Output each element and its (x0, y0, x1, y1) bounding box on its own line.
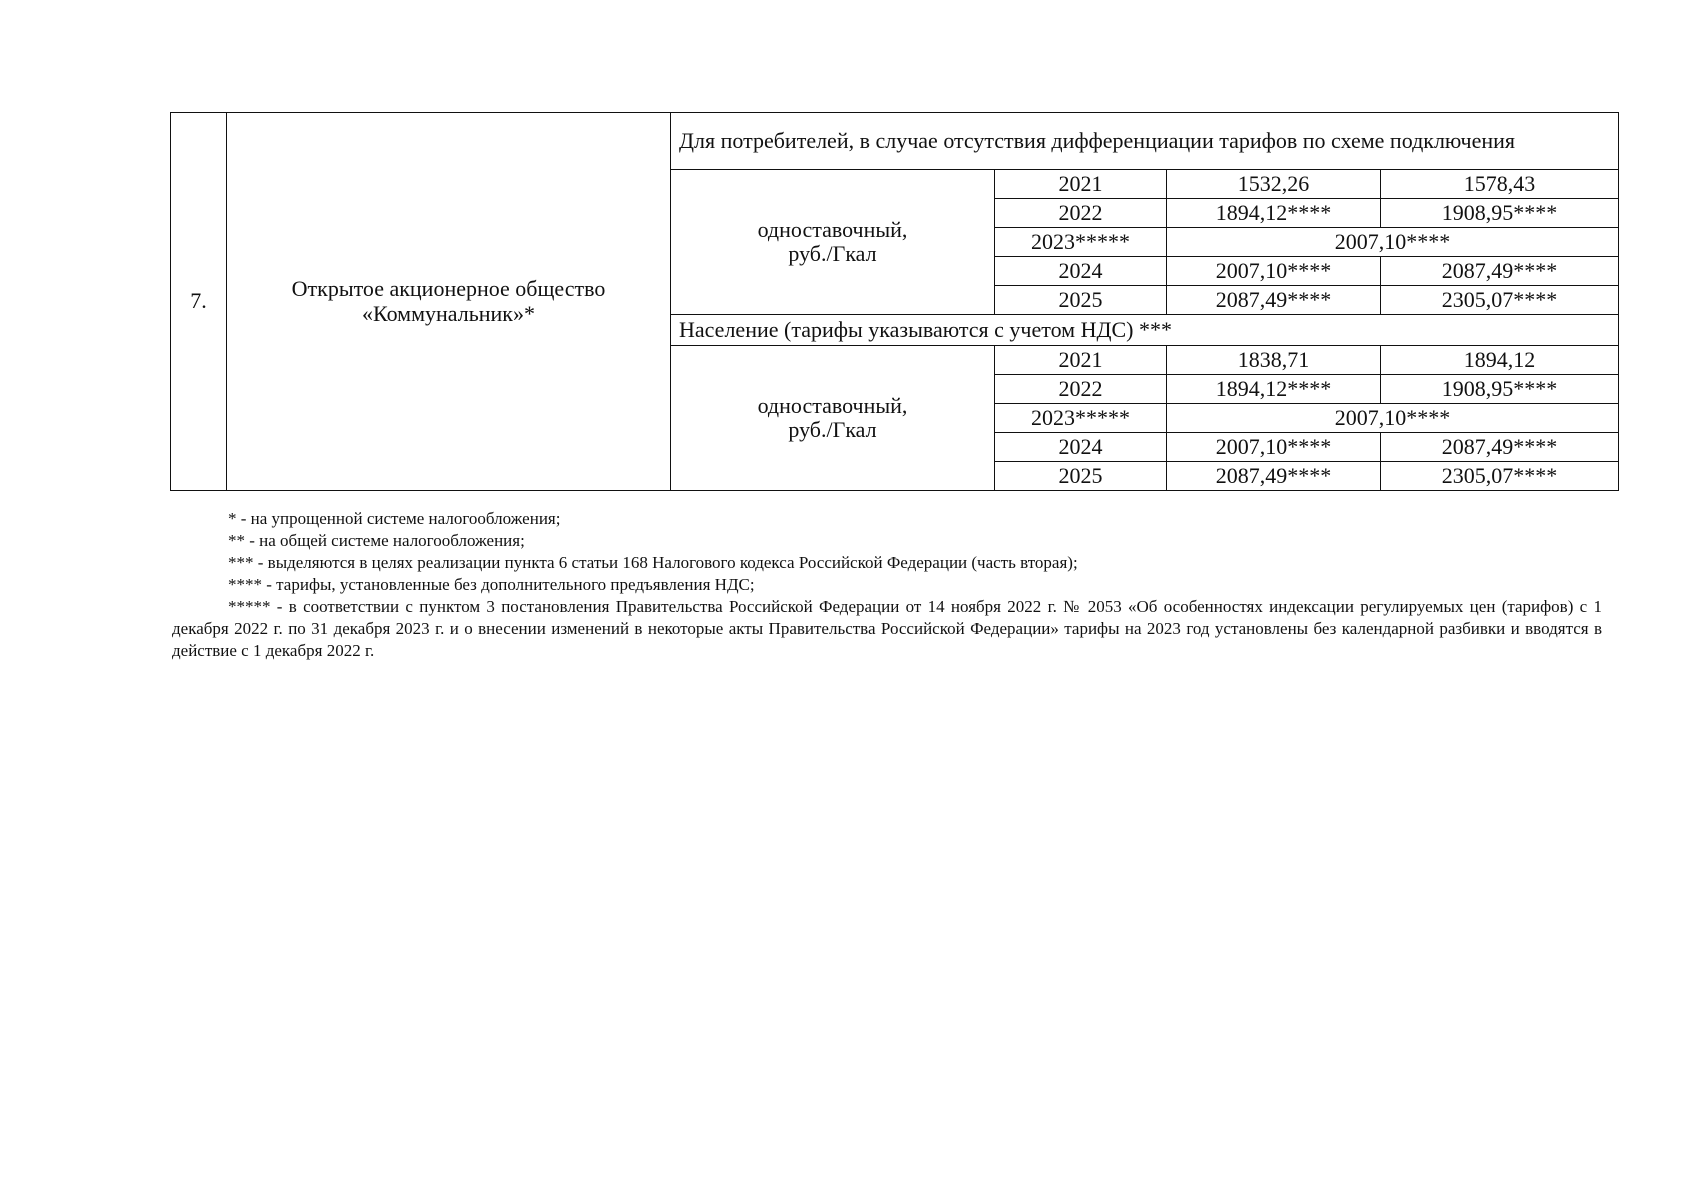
rate-type-label: одноставочный, (757, 216, 908, 242)
footnotes (172, 508, 1602, 662)
footnote: **** - тарифы, установленные без дополнительного предъявления НДС; (228, 575, 755, 594)
footnote: ** - на общей системе налогообложения; (228, 531, 525, 550)
tariff-h2-cell: 2087,49**** (1381, 433, 1619, 462)
year-cell: 2023***** (995, 228, 1167, 257)
tariff-h1-cell: 2007,10**** (1167, 433, 1381, 462)
tariff-h1-cell: 2007,10**** (1167, 257, 1381, 286)
year-cell: 2021 (995, 170, 1167, 199)
rate-type-label: одноставочный, (757, 392, 908, 418)
tariff-h2-cell: 1908,95**** (1381, 199, 1619, 228)
section-title: Для потребителей, в случае отсутствия дифференциации тарифов по схеме подключения (671, 113, 1619, 170)
organization-name (227, 113, 671, 491)
tariff-h2-cell: 1578,43 (1381, 170, 1619, 199)
tariff-h1-cell: 2087,49**** (1167, 286, 1381, 315)
year-cell: 2021 (995, 346, 1167, 375)
year-cell: 2022 (995, 375, 1167, 404)
year-cell: 2024 (995, 257, 1167, 286)
tariff-h2-cell: 1908,95**** (1381, 375, 1619, 404)
row-number: 7. (171, 113, 227, 491)
tariff-h1-cell: 2087,49**** (1167, 462, 1381, 491)
tariff-h2-cell: 2305,07**** (1381, 286, 1619, 315)
tariff-table (170, 112, 1619, 491)
year-cell: 2024 (995, 433, 1167, 462)
rate-type-cell (671, 346, 995, 491)
organization-name-line: Открытое акционерное общество (291, 276, 606, 302)
rate-unit-label: руб./Гкал (788, 241, 877, 266)
year-cell: 2022 (995, 199, 1167, 228)
tariff-h2-cell: 1894,12 (1381, 346, 1619, 375)
section-title: Население (тарифы указываются с учетом НДС) *** (671, 315, 1619, 346)
tariff-h1-cell: 1532,26 (1167, 170, 1381, 199)
footnote: * - на упрощенной системе налогообложения; (228, 509, 561, 528)
footnote: *** - выделяются в целях реализации пункта 6 статьи 168 Налогового кодекса Российской Федерации (часть вторая); (228, 553, 1078, 572)
tariff-merged-cell: 2007,10**** (1167, 228, 1619, 257)
year-cell: 2023***** (995, 404, 1167, 433)
table-row (171, 113, 1619, 170)
tariff-h2-cell: 2087,49**** (1381, 257, 1619, 286)
tariff-h1-cell: 1894,12**** (1167, 375, 1381, 404)
tariff-merged-cell: 2007,10**** (1167, 404, 1619, 433)
rate-type-cell (671, 170, 995, 315)
rate-unit-label: руб./Гкал (788, 417, 877, 442)
year-cell: 2025 (995, 462, 1167, 491)
organization-name-line: «Коммунальник»* (362, 300, 535, 326)
year-cell: 2025 (995, 286, 1167, 315)
footnote: ***** - в соответствии с пунктом 3 постановления Правительства Российской Федерации от 14 ноября 2022 г. № 2053 «Об особенностях индексации регулируемых цен (тарифов) с 1 декабря 2022 г. по 31 декабря 2023 г. и о внесении изменений в некоторые акты Правительства Российской Федерации» тарифы на 2023 год установлены без календарной разбивки и вводятся в действие с 1 декабря 2022 г. (172, 597, 1602, 660)
tariff-h1-cell: 1894,12**** (1167, 199, 1381, 228)
tariff-h2-cell: 2305,07**** (1381, 462, 1619, 491)
tariff-h1-cell: 1838,71 (1167, 346, 1381, 375)
